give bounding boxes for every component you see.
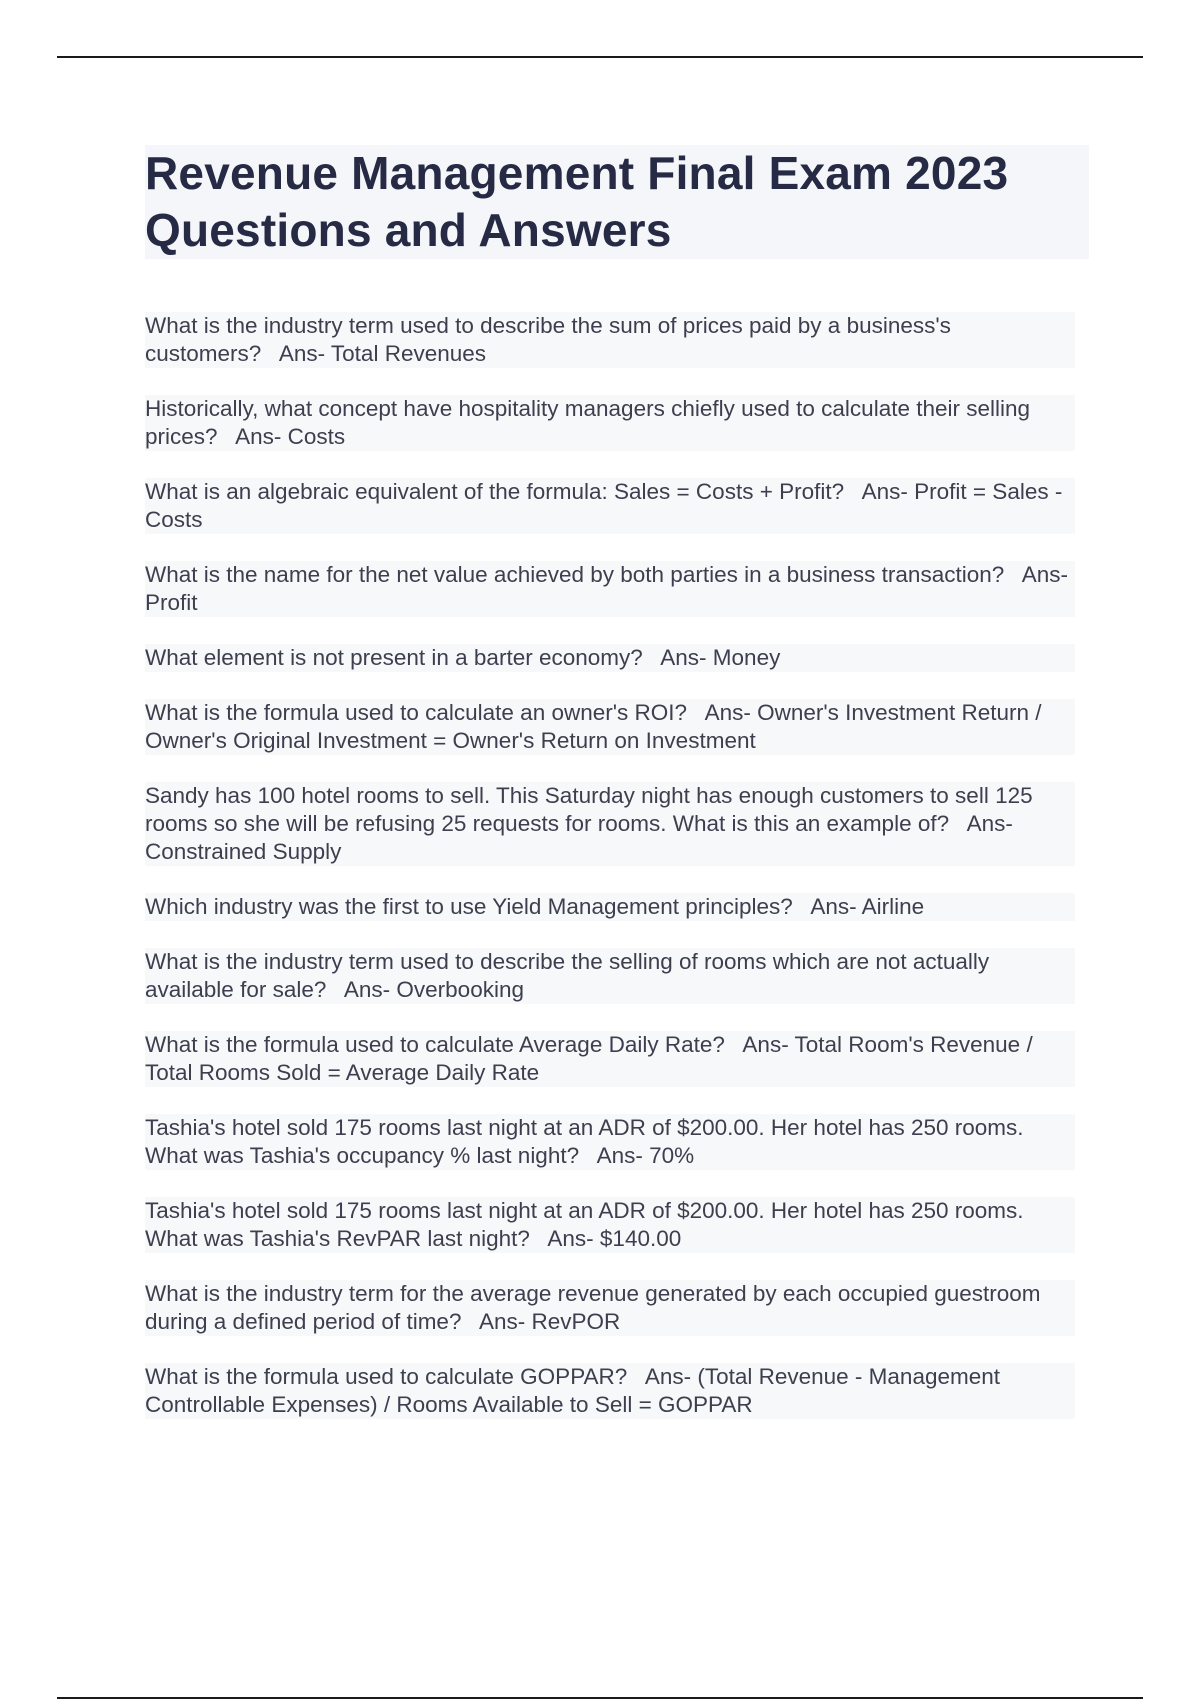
question: Tashia's hotel sold 175 rooms last night at an ADR of $200.00. Her hotel has 250 rooms. What was Tashia's RevPAR last night?: [145, 1198, 1024, 1251]
qa-item-2: [145, 395, 1075, 451]
question: What is the formula used to calculate an owner's ROI?: [145, 700, 688, 725]
answer: Ans- Money: [660, 645, 781, 670]
answer: Ans- Total Room's Revenue / Total Rooms Sold = Average Daily Rate: [145, 1032, 1033, 1085]
qa-item-7: [145, 782, 1075, 866]
title-block: [145, 145, 1089, 259]
answer: Ans- Profit: [145, 562, 1069, 615]
qa-item-9: [145, 948, 1075, 1004]
question: What is the formula used to calculate Average Daily Rate?: [145, 1032, 725, 1057]
answer: Ans- Total Revenues: [278, 341, 487, 366]
answer: Ans- Overbooking: [343, 977, 524, 1002]
page-title: Revenue Management Final Exam 2023 Questions and Answers: [145, 147, 1009, 256]
qa-item-13: [145, 1280, 1075, 1336]
question: What is the name for the net value achieved by both parties in a business transaction?: [145, 562, 1005, 587]
bottom-rule: [57, 1697, 1143, 1699]
answer: Ans- Profit = Sales - Costs: [145, 479, 1063, 532]
qa-list: [145, 312, 1075, 1446]
qa-item-3: [145, 478, 1075, 534]
question: Tashia's hotel sold 175 rooms last night at an ADR of $200.00. Her hotel has 250 rooms. What was Tashia's occupancy % last night?: [145, 1115, 1024, 1168]
qa-item-10: [145, 1031, 1075, 1087]
answer: Ans- Airline: [810, 894, 925, 919]
answer: Ans- Constrained Supply: [145, 811, 1013, 864]
answer: Ans- (Total Revenue - Management Controllable Expenses) / Rooms Available to Sell = GOPPAR: [145, 1364, 1001, 1417]
question: What is the industry term used to describe the selling of rooms which are not actually available for sale?: [145, 949, 990, 1002]
qa-item-11: [145, 1114, 1075, 1170]
question: What element is not present in a barter economy?: [145, 645, 643, 670]
qa-item-5: [145, 644, 1075, 672]
question: Historically, what concept have hospitality managers chiefly used to calculate their selling prices?: [145, 396, 1031, 449]
question: What is an algebraic equivalent of the formula: Sales = Costs + Profit?: [145, 479, 845, 504]
answer: Ans- $140.00: [547, 1226, 682, 1251]
qa-item-8: [145, 893, 1075, 921]
answer: Ans- 70%: [596, 1143, 695, 1168]
answer: Ans- RevPOR: [478, 1309, 621, 1334]
qa-item-12: [145, 1197, 1075, 1253]
answer: Ans- Costs: [235, 424, 346, 449]
qa-item-4: [145, 561, 1075, 617]
question: Sandy has 100 hotel rooms to sell. This Saturday night has enough customers to sell 125 rooms so she will be refusing 25 requests for rooms. What is this an example of?: [145, 783, 1033, 836]
answer: Ans- Owner's Investment Return / Owner's Original Investment = Owner's Return on Investment: [145, 700, 1042, 753]
question: What is the industry term used to describe the sum of prices paid by a business's customers?: [145, 313, 951, 366]
qa-item-6: [145, 699, 1075, 755]
qa-item-1: [145, 312, 1075, 368]
top-rule: [57, 56, 1143, 58]
question: What is the industry term for the average revenue generated by each occupied guestroom during a defined period of time?: [145, 1281, 1041, 1334]
question: What is the formula used to calculate GOPPAR?: [145, 1364, 628, 1389]
qa-item-14: [145, 1363, 1075, 1419]
question: Which industry was the first to use Yield Management principles?: [145, 894, 793, 919]
